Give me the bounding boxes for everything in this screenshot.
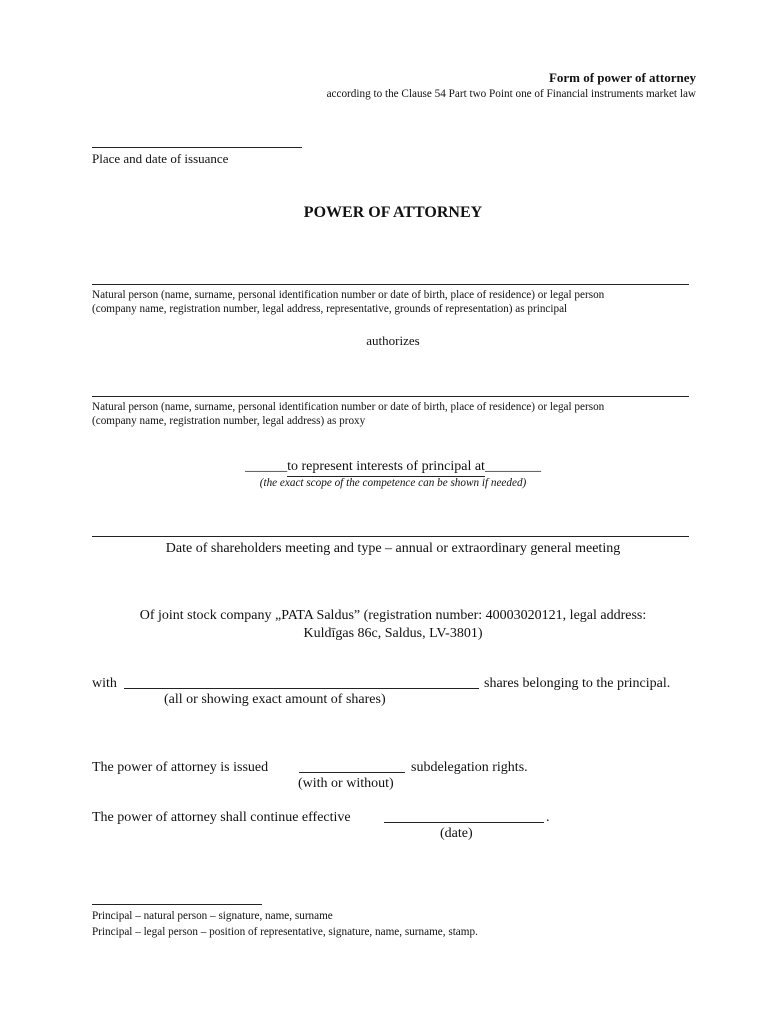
effective-end: . — [546, 810, 550, 825]
proxy-line[interactable] — [92, 396, 689, 397]
proxy-caption-1: Natural person (name, surname, personal identification number or date of birth, place of residence) or legal person — [92, 401, 605, 413]
form-subtitle: according to the Clause 54 Part two Point one of Financial instruments market law — [326, 88, 696, 100]
form-title: Form of power of attorney — [548, 70, 696, 85]
place-date-line[interactable] — [92, 147, 302, 148]
principal-line[interactable] — [92, 284, 689, 285]
represent-line — [0, 458, 770, 477]
company-line-1: Of joint stock company „PATA Saldus” (registration number: 40003020121, legal address: — [139, 608, 647, 623]
signature-line[interactable] — [92, 904, 262, 905]
represent-note: (the exact scope of the competence can be shown if needed) — [259, 477, 527, 489]
subdelegation-rights-label: subdelegation rights. — [411, 760, 528, 775]
shares-hint: (all or showing exact amount of shares) — [164, 692, 386, 707]
subdelegation-hint: (with or without) — [298, 776, 394, 791]
effective-label: The power of attorney shall continue effective — [92, 810, 351, 825]
subdelegation-label: The power of attorney is issued — [92, 760, 269, 775]
signature-caption-2: Principal – legal person – position of representative, signature, name, surname, stamp. — [92, 926, 478, 938]
company-line-2: Kuldīgas 86c, Saldus, LV-3801) — [303, 626, 483, 641]
place-date-label: Place and date of issuance — [92, 151, 229, 166]
principal-caption-1: Natural person (name, surname, personal identification number or date of birth, place of residence) or legal person — [92, 289, 605, 301]
shares-amount-line[interactable] — [124, 688, 479, 689]
effective-hint: (date) — [440, 826, 473, 841]
meeting-caption: Date of shareholders meeting and type – annual or extraordinary general meeting — [165, 541, 621, 556]
proxy-caption-2: (company name, registration number, legal address) as proxy — [92, 415, 366, 427]
represent-text: to represent interests of principal at — [287, 458, 485, 477]
subdelegation-line[interactable] — [299, 772, 405, 773]
represent-blank-right[interactable]: ________ — [484, 459, 541, 474]
principal-caption-2: (company name, registration number, legal address, representative, grounds of representation) as principal — [92, 303, 568, 315]
shares-belonging-label: shares belonging to the principal. — [484, 676, 671, 691]
signature-caption-1: Principal – natural person – signature, name, surname — [92, 910, 333, 922]
shares-with-label: with — [92, 676, 117, 691]
represent-blank-left[interactable]: ______ — [245, 459, 288, 474]
document-title: POWER OF ATTORNEY — [303, 204, 483, 221]
authorizes-text: authorizes — [366, 333, 420, 348]
effective-date-line[interactable] — [384, 822, 544, 823]
meeting-line[interactable] — [92, 536, 689, 537]
